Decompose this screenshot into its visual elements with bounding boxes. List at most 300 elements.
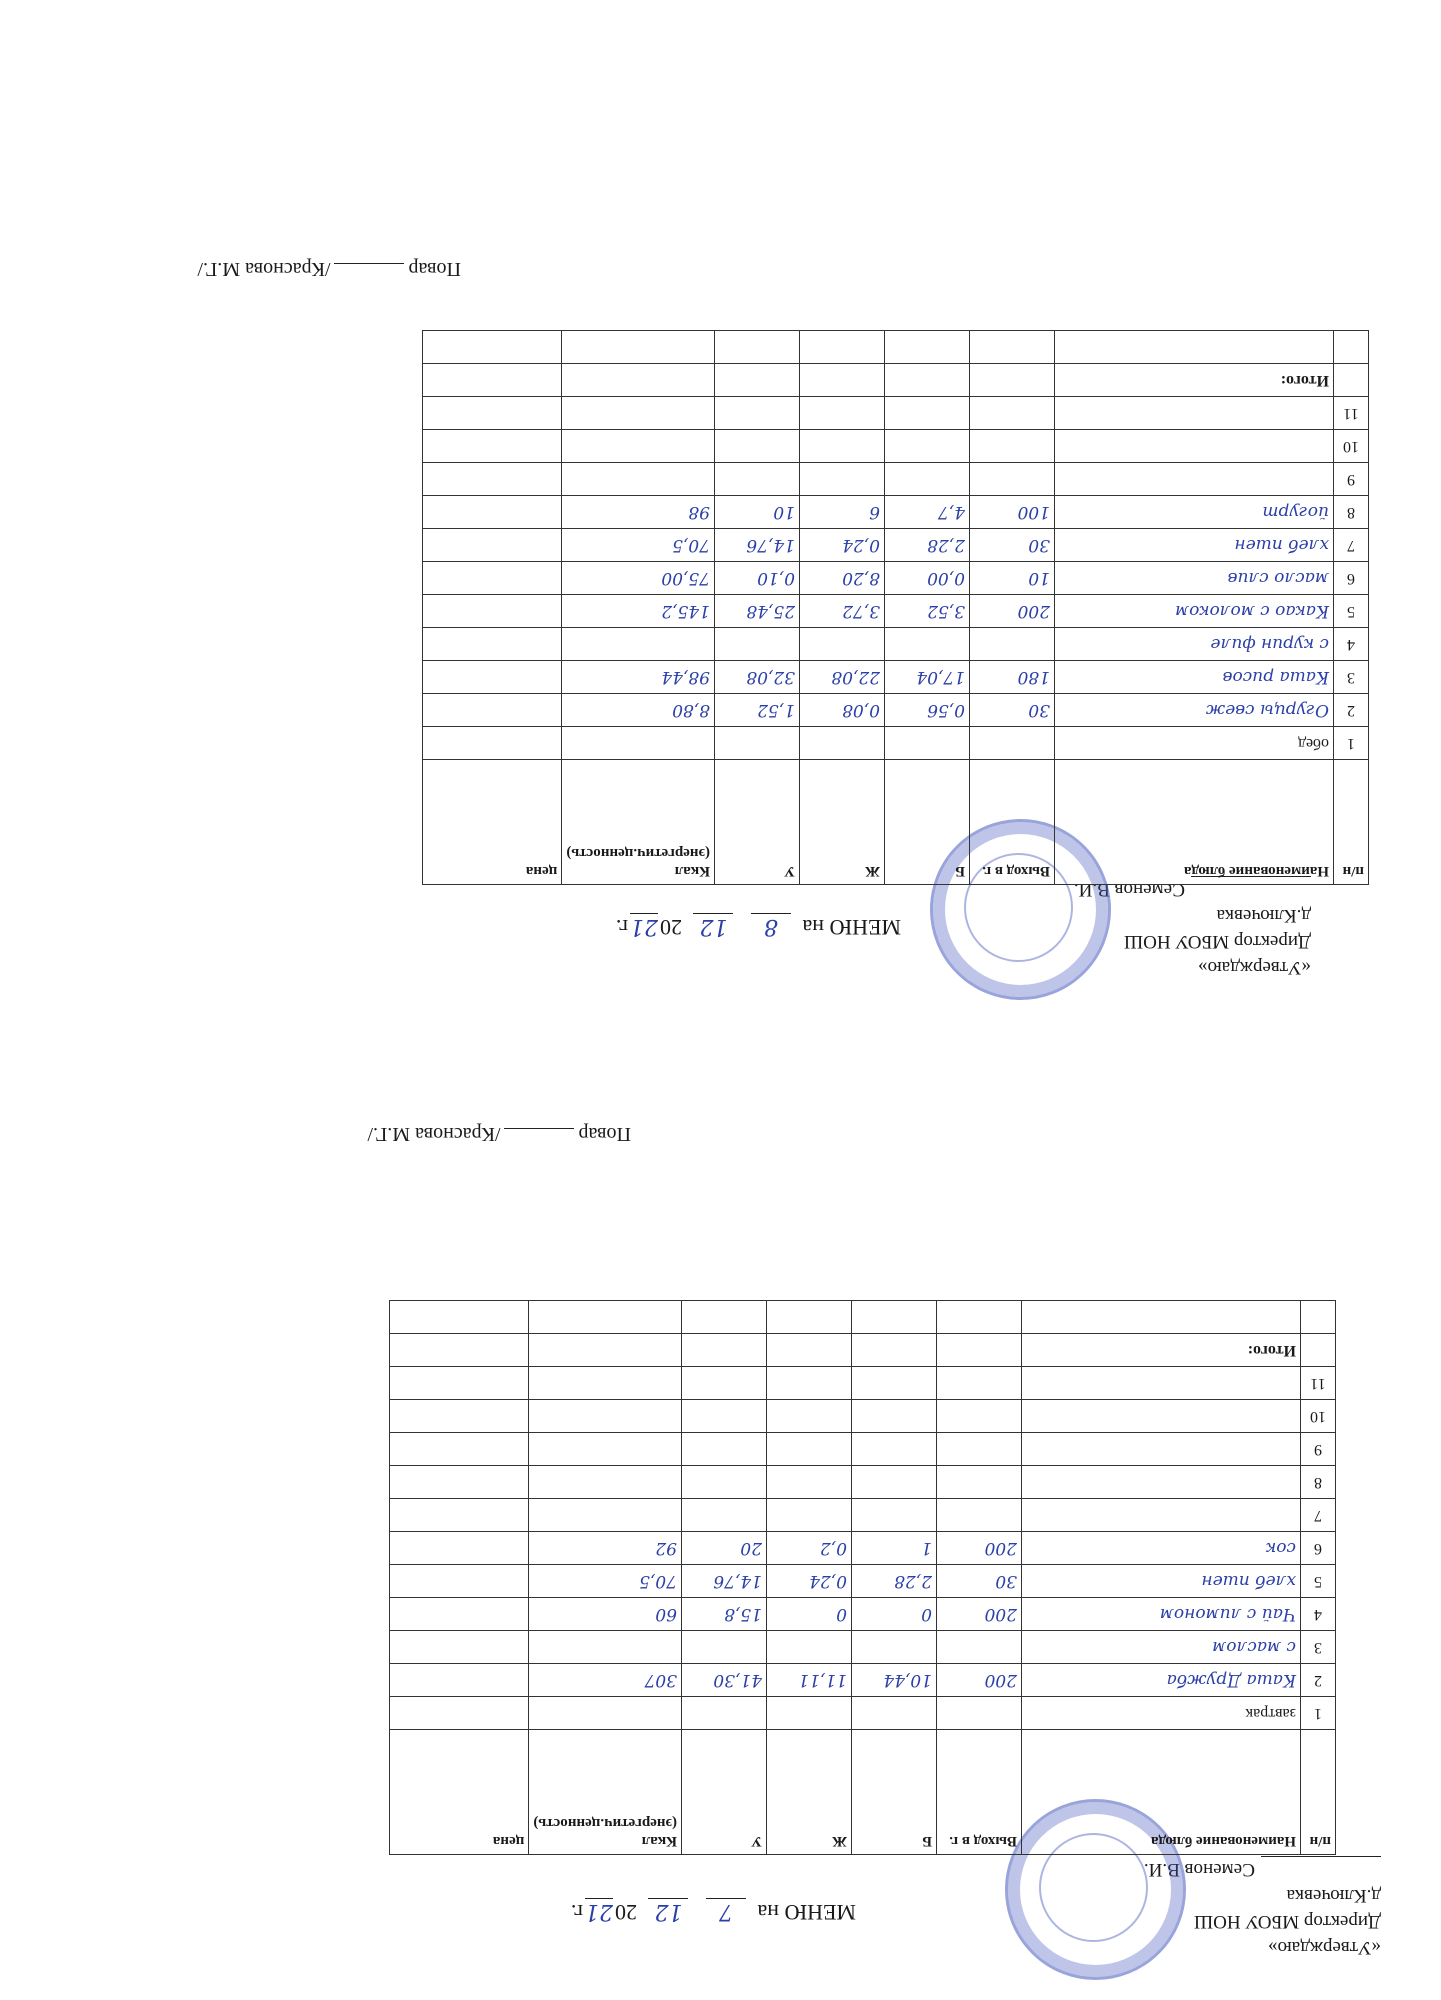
cell-num-text: 6 xyxy=(1347,570,1355,587)
table-row xyxy=(423,661,1369,694)
cell-price xyxy=(423,529,562,562)
cook-signature-line xyxy=(505,1128,575,1129)
cell-kcal xyxy=(562,694,715,727)
table-row xyxy=(423,529,1369,562)
cell-b-text: 2,28 xyxy=(894,1571,932,1591)
cell-num xyxy=(1334,397,1369,430)
cell-price xyxy=(423,496,562,529)
cell-kcal xyxy=(529,1598,682,1631)
cell-out xyxy=(970,694,1055,727)
cell-num-text: 7 xyxy=(1314,1507,1322,1524)
menu-year-suffix: 21 xyxy=(584,1899,613,1924)
cell-num-text: 9 xyxy=(1347,471,1355,488)
table-row xyxy=(390,1466,1336,1499)
cell-num xyxy=(1301,1367,1336,1400)
cell-name-text: сок xyxy=(1266,1538,1296,1558)
menu-table-2 xyxy=(422,330,1369,885)
cell-name-text: Огурцы свеж xyxy=(1205,700,1329,720)
cell-u-text: 15,8 xyxy=(724,1604,762,1624)
cell-zh-text: 11,11 xyxy=(798,1670,847,1690)
cell-out xyxy=(937,1532,1022,1565)
cell-price xyxy=(423,595,562,628)
cell-name xyxy=(1022,1631,1301,1664)
cell-out-text: 180 xyxy=(1017,667,1050,687)
cell-price xyxy=(390,1631,529,1664)
cell-zh xyxy=(767,1664,852,1697)
header-price: цена xyxy=(390,1730,529,1855)
cell-zh xyxy=(800,562,885,595)
cell-b xyxy=(852,1631,937,1664)
cell-price xyxy=(423,661,562,694)
cell-num xyxy=(1334,529,1369,562)
cell-num-text: 8 xyxy=(1314,1474,1322,1491)
cell-kcal-text: 75,00 xyxy=(661,568,710,588)
cell-price xyxy=(423,694,562,727)
cell-out xyxy=(970,661,1055,694)
cell-kcal-text: 145,2 xyxy=(661,601,710,621)
cell-zh xyxy=(767,1499,852,1532)
table-row xyxy=(423,463,1369,496)
cell-zh-text: 0 xyxy=(836,1604,847,1624)
cell-num-text: 2 xyxy=(1347,702,1355,719)
cell-name xyxy=(1022,1499,1301,1532)
cell-num xyxy=(1334,595,1369,628)
cell-name xyxy=(1055,628,1334,661)
cell-price xyxy=(423,628,562,661)
cook-label: Повар xyxy=(578,1123,631,1145)
cell-u xyxy=(715,463,800,496)
header-kcal: Ккал (энергетич.ценность) xyxy=(529,1730,682,1855)
cell-b-text: 0 xyxy=(921,1604,932,1624)
cell-out xyxy=(937,1499,1022,1532)
cell-num-text: 9 xyxy=(1314,1441,1322,1458)
cell-u xyxy=(715,430,800,463)
header-num: п/н xyxy=(1334,760,1369,885)
cell-out xyxy=(937,1466,1022,1499)
cell-price xyxy=(390,1466,529,1499)
table-row xyxy=(390,1565,1336,1598)
total-row xyxy=(423,364,1369,397)
cell-out xyxy=(970,628,1055,661)
cell-out xyxy=(937,1565,1022,1598)
cell-zh xyxy=(767,1367,852,1400)
cell-b xyxy=(852,1466,937,1499)
cell-out-text: 30 xyxy=(1028,700,1050,720)
cell-u xyxy=(682,1532,767,1565)
table-row xyxy=(390,1532,1336,1565)
cell-num xyxy=(1301,1664,1336,1697)
menu-title-prefix: МЕНЮ на xyxy=(757,1900,856,1925)
cell-name xyxy=(1022,1664,1301,1697)
cook-signature-line xyxy=(335,263,405,264)
cell-b-text: 3,52 xyxy=(927,601,965,621)
cell-zh xyxy=(767,1565,852,1598)
cell-u-text: 0,10 xyxy=(757,568,795,588)
cell-zh-text: 0,24 xyxy=(809,1571,847,1591)
menu-title-prefix: МЕНЮ на xyxy=(802,915,901,940)
cell-num xyxy=(1334,694,1369,727)
cell-u xyxy=(682,1565,767,1598)
cell-num-text: 10 xyxy=(1343,438,1359,455)
cell-kcal xyxy=(562,562,715,595)
cell-out xyxy=(937,1697,1022,1730)
cell-b xyxy=(885,496,970,529)
cell-out xyxy=(970,397,1055,430)
cell-num xyxy=(1301,1433,1336,1466)
cell-num xyxy=(1301,1466,1336,1499)
table-row xyxy=(390,1400,1336,1433)
header-b: Б xyxy=(885,760,970,885)
menu-sheet-1 xyxy=(0,1000,1441,2000)
cell-kcal-text: 8,80 xyxy=(672,700,710,720)
cell-zh xyxy=(767,1466,852,1499)
cell-name xyxy=(1055,595,1334,628)
cell-out xyxy=(937,1400,1022,1433)
cell-u-text: 20 xyxy=(740,1538,762,1558)
cell-kcal xyxy=(562,727,715,760)
cell-kcal-text: 98,44 xyxy=(661,667,710,687)
empty-row xyxy=(390,1301,1336,1334)
total-label: Итого: xyxy=(1055,364,1334,397)
cell-b-text: 4,7 xyxy=(937,502,965,522)
cell-u-text: 14,76 xyxy=(746,535,795,555)
table-row xyxy=(390,1598,1336,1631)
cell-out-text: 100 xyxy=(1017,502,1050,522)
cell-zh-text: 6 xyxy=(869,502,880,522)
cell-zh xyxy=(767,1433,852,1466)
menu-month: 12 xyxy=(693,913,733,939)
table-row xyxy=(423,694,1369,727)
cell-zh-text: 3,72 xyxy=(842,601,880,621)
cell-name xyxy=(1055,529,1334,562)
cell-price xyxy=(390,1433,529,1466)
cell-zh xyxy=(800,595,885,628)
cell-b-text: 0,00 xyxy=(927,568,965,588)
cell-zh xyxy=(800,463,885,496)
cell-price xyxy=(390,1367,529,1400)
approval-position: Директор МБОУ НОШ xyxy=(1124,931,1311,952)
cell-b xyxy=(885,430,970,463)
cell-b xyxy=(885,661,970,694)
cell-name xyxy=(1022,1367,1301,1400)
cook-label: Повар xyxy=(408,258,461,280)
cell-u xyxy=(715,496,800,529)
cell-kcal xyxy=(529,1565,682,1598)
table-row xyxy=(390,1433,1336,1466)
cell-name-text: обед xyxy=(1298,735,1329,752)
approval-position: Директор МБОУ НОШ xyxy=(1194,1911,1381,1932)
cell-b xyxy=(852,1367,937,1400)
cell-kcal xyxy=(529,1697,682,1730)
cell-price xyxy=(423,397,562,430)
cell-name xyxy=(1055,661,1334,694)
cell-name-text: завтрак xyxy=(1245,1705,1296,1722)
cell-name-text: хлеб пшен xyxy=(1201,1571,1296,1591)
cell-kcal xyxy=(529,1400,682,1433)
cell-b xyxy=(885,628,970,661)
cell-u xyxy=(715,562,800,595)
cell-name xyxy=(1055,694,1334,727)
cell-num-text: 11 xyxy=(1343,405,1359,422)
cell-kcal xyxy=(529,1532,682,1565)
cell-out-text: 200 xyxy=(984,1670,1017,1690)
cell-out xyxy=(937,1664,1022,1697)
cell-out xyxy=(937,1367,1022,1400)
cell-name xyxy=(1055,397,1334,430)
table-row xyxy=(423,595,1369,628)
table-row xyxy=(423,397,1369,430)
table-row xyxy=(423,496,1369,529)
header-row xyxy=(390,1730,1336,1855)
approval-director-name: Семенов В.И. xyxy=(1143,1859,1255,1880)
header-u: У xyxy=(682,1730,767,1855)
header-zh: Ж xyxy=(800,760,885,885)
cell-num xyxy=(1334,628,1369,661)
cell-price xyxy=(390,1598,529,1631)
header-row xyxy=(423,760,1369,885)
cell-kcal xyxy=(562,595,715,628)
cell-price xyxy=(390,1664,529,1697)
approval-director-name: Семенов В.И. xyxy=(1073,879,1185,900)
cell-num-text: 5 xyxy=(1314,1573,1322,1590)
cell-kcal xyxy=(529,1466,682,1499)
cell-num-text: 6 xyxy=(1314,1540,1322,1557)
cell-zh xyxy=(800,430,885,463)
cell-u-text: 14,76 xyxy=(713,1571,762,1591)
cell-name xyxy=(1022,1433,1301,1466)
cell-u xyxy=(715,628,800,661)
cell-b-text: 0,56 xyxy=(927,700,965,720)
menu-year-prefix: 20 xyxy=(659,915,682,940)
menu-rows xyxy=(423,397,1369,760)
cell-u-text: 41,30 xyxy=(713,1670,762,1690)
cell-zh xyxy=(767,1400,852,1433)
cell-out-text: 200 xyxy=(984,1604,1017,1624)
cell-price xyxy=(423,430,562,463)
cell-u xyxy=(682,1400,767,1433)
cell-num xyxy=(1301,1697,1336,1730)
cell-b xyxy=(885,595,970,628)
cell-name xyxy=(1022,1400,1301,1433)
cell-num xyxy=(1334,496,1369,529)
cell-zh xyxy=(800,496,885,529)
cell-b-text: 1 xyxy=(921,1538,932,1558)
cell-out xyxy=(937,1631,1022,1664)
cell-num-text: 4 xyxy=(1314,1606,1322,1623)
cell-num-text: 5 xyxy=(1347,603,1355,620)
cell-kcal xyxy=(562,397,715,430)
cell-b xyxy=(885,463,970,496)
cell-name-text: Каша Дружба xyxy=(1166,1670,1296,1690)
total-row xyxy=(390,1334,1336,1367)
header-b: Б xyxy=(852,1730,937,1855)
cell-zh xyxy=(767,1532,852,1565)
cell-name xyxy=(1022,1697,1301,1730)
cell-name-text: с маслом xyxy=(1212,1637,1296,1657)
cell-kcal-text: 70,5 xyxy=(672,535,710,555)
cell-b xyxy=(852,1664,937,1697)
cell-num-text: 1 xyxy=(1314,1705,1322,1722)
cell-out xyxy=(970,529,1055,562)
cell-num-text: 2 xyxy=(1314,1672,1322,1689)
cell-price xyxy=(423,463,562,496)
total-label: Итого: xyxy=(1022,1334,1301,1367)
cell-u xyxy=(682,1697,767,1730)
cell-num-text: 10 xyxy=(1310,1408,1326,1425)
cell-zh xyxy=(767,1697,852,1730)
cell-u xyxy=(715,529,800,562)
approval-title: «Утверждаю» xyxy=(1198,957,1311,978)
cell-b xyxy=(852,1565,937,1598)
cell-b xyxy=(852,1433,937,1466)
cell-name-text: хлеб пшен xyxy=(1234,535,1329,555)
cell-kcal-text: 60 xyxy=(655,1604,677,1624)
cell-kcal xyxy=(562,430,715,463)
cell-num xyxy=(1334,463,1369,496)
cell-name-text: Какао с молоком xyxy=(1174,601,1329,621)
table-row xyxy=(423,430,1369,463)
menu-year-end: г. xyxy=(615,915,628,940)
cell-u xyxy=(682,1598,767,1631)
cell-kcal xyxy=(562,529,715,562)
cell-name xyxy=(1055,727,1334,760)
cell-zh-text: 0,2 xyxy=(819,1538,847,1558)
menu-year-suffix: 21 xyxy=(629,914,658,939)
cell-out xyxy=(970,430,1055,463)
header-num: п/н xyxy=(1301,1730,1336,1855)
cell-out-text: 30 xyxy=(995,1571,1017,1591)
cell-name xyxy=(1022,1598,1301,1631)
cell-kcal xyxy=(529,1664,682,1697)
cell-b xyxy=(852,1697,937,1730)
cell-name xyxy=(1022,1565,1301,1598)
menu-title xyxy=(571,1898,856,1925)
cell-num xyxy=(1301,1598,1336,1631)
header-price: цена xyxy=(423,760,562,885)
cell-u-text: 10 xyxy=(773,502,795,522)
table-row xyxy=(390,1664,1336,1697)
cell-b xyxy=(852,1598,937,1631)
cell-num xyxy=(1301,1400,1336,1433)
cell-num-text: 1 xyxy=(1347,735,1355,752)
cell-b-text: 17,04 xyxy=(916,667,965,687)
menu-year-prefix: 20 xyxy=(614,1900,637,1925)
header-u: У xyxy=(715,760,800,885)
header-output: Выход в г. xyxy=(970,760,1055,885)
cook-name: /Краснова М.Г./ xyxy=(197,258,331,280)
cell-out-text: 10 xyxy=(1028,568,1050,588)
cell-num xyxy=(1301,1565,1336,1598)
cell-b-text: 10,44 xyxy=(883,1670,932,1690)
cell-price xyxy=(390,1565,529,1598)
cell-num xyxy=(1334,562,1369,595)
cell-u-text: 1,52 xyxy=(757,700,795,720)
cell-name xyxy=(1055,463,1334,496)
cell-name-text: Каша рисов xyxy=(1222,667,1329,687)
table-row xyxy=(390,1367,1336,1400)
cell-out xyxy=(970,562,1055,595)
cell-u xyxy=(682,1466,767,1499)
cell-zh xyxy=(800,397,885,430)
cell-kcal xyxy=(529,1367,682,1400)
menu-day: 7 xyxy=(706,1898,746,1924)
menu-title xyxy=(616,913,901,940)
cell-u-text: 32,08 xyxy=(746,667,795,687)
cell-out-text: 200 xyxy=(984,1538,1017,1558)
table-row xyxy=(390,1499,1336,1532)
cell-kcal-text: 70,5 xyxy=(639,1571,677,1591)
table-row xyxy=(390,1697,1336,1730)
cell-kcal-text: 92 xyxy=(655,1538,677,1558)
cell-u xyxy=(715,694,800,727)
cell-out-text: 30 xyxy=(1028,535,1050,555)
cell-name xyxy=(1055,496,1334,529)
table-row xyxy=(423,628,1369,661)
cell-num-text: 4 xyxy=(1347,636,1355,653)
cell-num-text: 3 xyxy=(1347,669,1355,686)
cell-zh xyxy=(800,529,885,562)
cell-b xyxy=(885,694,970,727)
cell-name-text: масло слив xyxy=(1227,568,1329,588)
cell-u-text: 25,48 xyxy=(746,601,795,621)
cell-kcal xyxy=(529,1433,682,1466)
cell-num xyxy=(1301,1499,1336,1532)
cell-b xyxy=(852,1532,937,1565)
cell-b-text: 2,28 xyxy=(927,535,965,555)
cell-price xyxy=(423,562,562,595)
header-name: Наименование блюда xyxy=(1055,760,1334,885)
cell-b xyxy=(885,397,970,430)
table-row xyxy=(390,1631,1336,1664)
approval-block xyxy=(1074,876,1311,980)
cell-kcal xyxy=(529,1631,682,1664)
cell-zh xyxy=(800,727,885,760)
cell-num-text: 8 xyxy=(1347,504,1355,521)
cell-b xyxy=(885,562,970,595)
cell-out xyxy=(970,595,1055,628)
cell-u xyxy=(715,727,800,760)
cell-kcal xyxy=(562,463,715,496)
header-name: Наименование блюда xyxy=(1022,1730,1301,1855)
menu-year-end: г. xyxy=(570,1900,583,1925)
cell-name-text: с курин филе xyxy=(1210,634,1329,654)
cell-zh-text: 0,08 xyxy=(842,700,880,720)
cell-num-text: 7 xyxy=(1347,537,1355,554)
cell-price xyxy=(390,1499,529,1532)
cell-price xyxy=(390,1532,529,1565)
cell-name-text: Чай с лимоном xyxy=(1159,1604,1296,1624)
cell-zh xyxy=(800,694,885,727)
cell-price xyxy=(423,727,562,760)
cook-name: /Краснова М.Г./ xyxy=(367,1123,501,1145)
cell-price xyxy=(390,1697,529,1730)
cell-kcal-text: 307 xyxy=(644,1670,677,1690)
cell-num-text: 11 xyxy=(1310,1375,1326,1392)
cell-out xyxy=(970,727,1055,760)
cell-u xyxy=(682,1367,767,1400)
cell-out xyxy=(937,1598,1022,1631)
menu-month: 12 xyxy=(648,1898,688,1924)
cell-out-text: 200 xyxy=(1017,601,1050,621)
header-zh: Ж xyxy=(767,1730,852,1855)
cell-num-text: 3 xyxy=(1314,1639,1322,1656)
cell-name xyxy=(1055,430,1334,463)
cell-zh xyxy=(800,628,885,661)
approval-title: «Утверждаю» xyxy=(1268,1937,1381,1958)
cell-price xyxy=(390,1400,529,1433)
approval-location: д.Ключевка xyxy=(1216,905,1311,926)
signature-line xyxy=(1261,1856,1381,1875)
